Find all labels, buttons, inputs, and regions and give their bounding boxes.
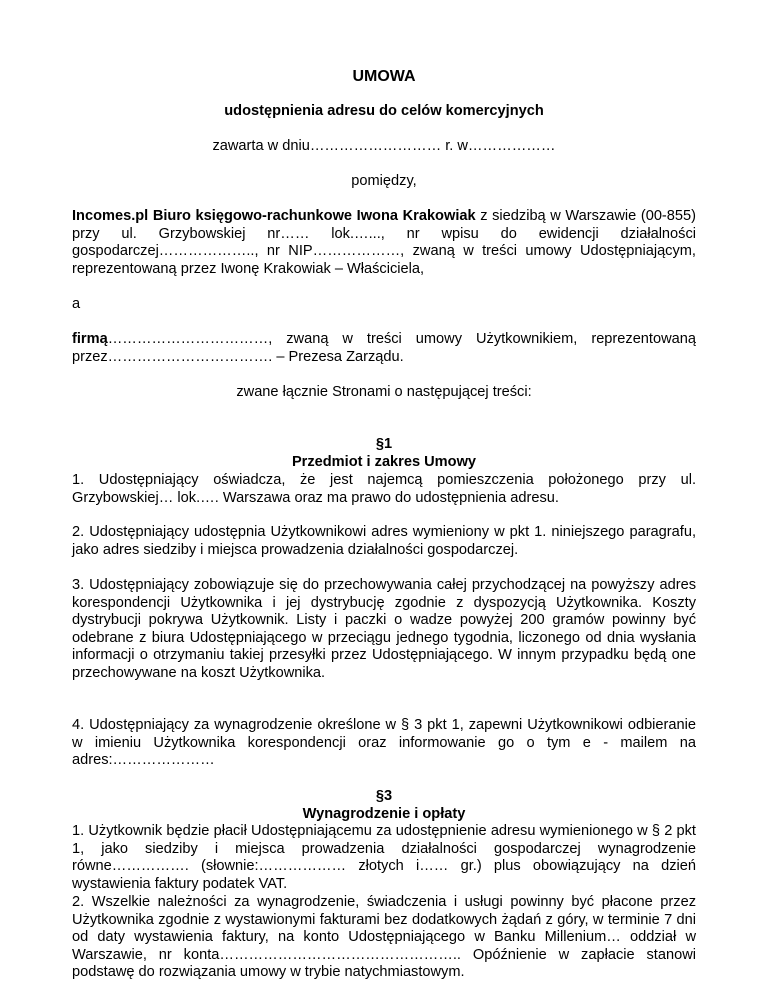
and-label: a xyxy=(72,296,81,312)
party1-text: z siedzibą w Warszawie (00-855) przy ul. Grzybowskiej nr…… lok.…..., nr wpisu do ewidencji działalności gospodarczej……………….., nr NIP………………, zwaną w treści umowy Udostępniającym, reprezentowaną przez Iwonę Krakowiak – Właściciela, xyxy=(72,208,696,277)
party2-name: firmą xyxy=(72,331,108,347)
section3-paragraph-2: 2. Wszelkie należności za wynagrodzenie, świadczenia i usługi powinny być płacone przez Użytkownika zgodnie z wystawionymi fakturami bez dodatkowych żądań z góry, w terminie 7 dni od daty wystawienia faktury, na konto Udostępniającego w Banku Millenium… oddział w Warszawie, nr konta………………………………………….. Opóźnienie w zapłacie stanowi podstawę do rozwiązania umowy w trybie natychmiastowym. xyxy=(72,894,696,980)
section1-paragraph-2: 2. Udostępniający udostępnia Użytkownikowi adres wymieniony w pkt 1. niniejszego paragrafu, jako adres siedziby i miejsca prowadzenia działalności gospodarczej. xyxy=(72,524,696,558)
parties-together: zwane łącznie Stronami o następującej treści: xyxy=(236,384,532,400)
section3-paragraph-1: 1. Użytkownik będzie płacił Udostępniającemu za udostępnienie adresu wymienionego w § 2 pkt 1, jako siedziby i miejsca prowadzenia działalności gospodarczej wynagrodzenie równe……………. (słownie:……………… złotych i…… gr.) plus obowiązujący na dzień wystawienia faktury podatek VAT. xyxy=(72,823,696,892)
party1-name: Incomes.pl Biuro księgowo-rachunkowe Iwona Krakowiak xyxy=(72,208,476,224)
section1-paragraph-4: 4. Udostępniający za wynagrodzenie określone w § 3 pkt 1, zapewni Użytkownikowi odbieranie w imieniu Użytkownika korespondencji oraz informowanie go o tym e - mailem na adres:………………… xyxy=(72,717,696,768)
between-label: pomiędzy, xyxy=(351,173,417,189)
section3-heading: Wynagrodzenie i opłaty xyxy=(302,806,466,822)
party2-text: ……………………………, zwaną w treści umowy Użytkownikiem, reprezentowaną przez……………………………. – Prezesa Zarządu. xyxy=(72,331,696,365)
party1-paragraph xyxy=(72,208,696,278)
section3-number: §3 xyxy=(375,788,393,804)
party2-paragraph xyxy=(72,331,696,366)
section1-heading: Przedmiot i zakres Umowy xyxy=(291,454,477,470)
section1-paragraph-3: 3. Udostępniający zobowiązuje się do przechowywania całej przychodzącej na powyższy adres korespondencji Użytkownika i jej dystrybucję zgodnie z dyspozycją Użytkownika. Koszty dystrybucji pokrywa Użytkownik. Listy i paczki o wadze powyżej 200 gramów powinny być odebrane z biura Udostępniającego w przeciągu jednego tygodnia, liczonego od dnia wysłania informacji o otrzymaniu takiej przesyłki przez Udostępniającego. W innym przypadku będą one przechowywane na koszt Użytkownika. xyxy=(72,577,696,681)
section1-number: §1 xyxy=(375,436,393,452)
concluded-line: zawarta w dniu……………………… r. w……………… xyxy=(212,138,556,154)
section1-paragraph-1: 1. Udostępniający oświadcza, że jest najemcą pomieszczenia położonego przy ul. Grzybowskiej… lok.…. Warszawa oraz ma prawo do udostępnienia adresu. xyxy=(72,472,696,506)
document-subtitle: udostępnienia adresu do celów komercyjnych xyxy=(224,103,544,119)
document-title: UMOWA xyxy=(352,68,416,85)
